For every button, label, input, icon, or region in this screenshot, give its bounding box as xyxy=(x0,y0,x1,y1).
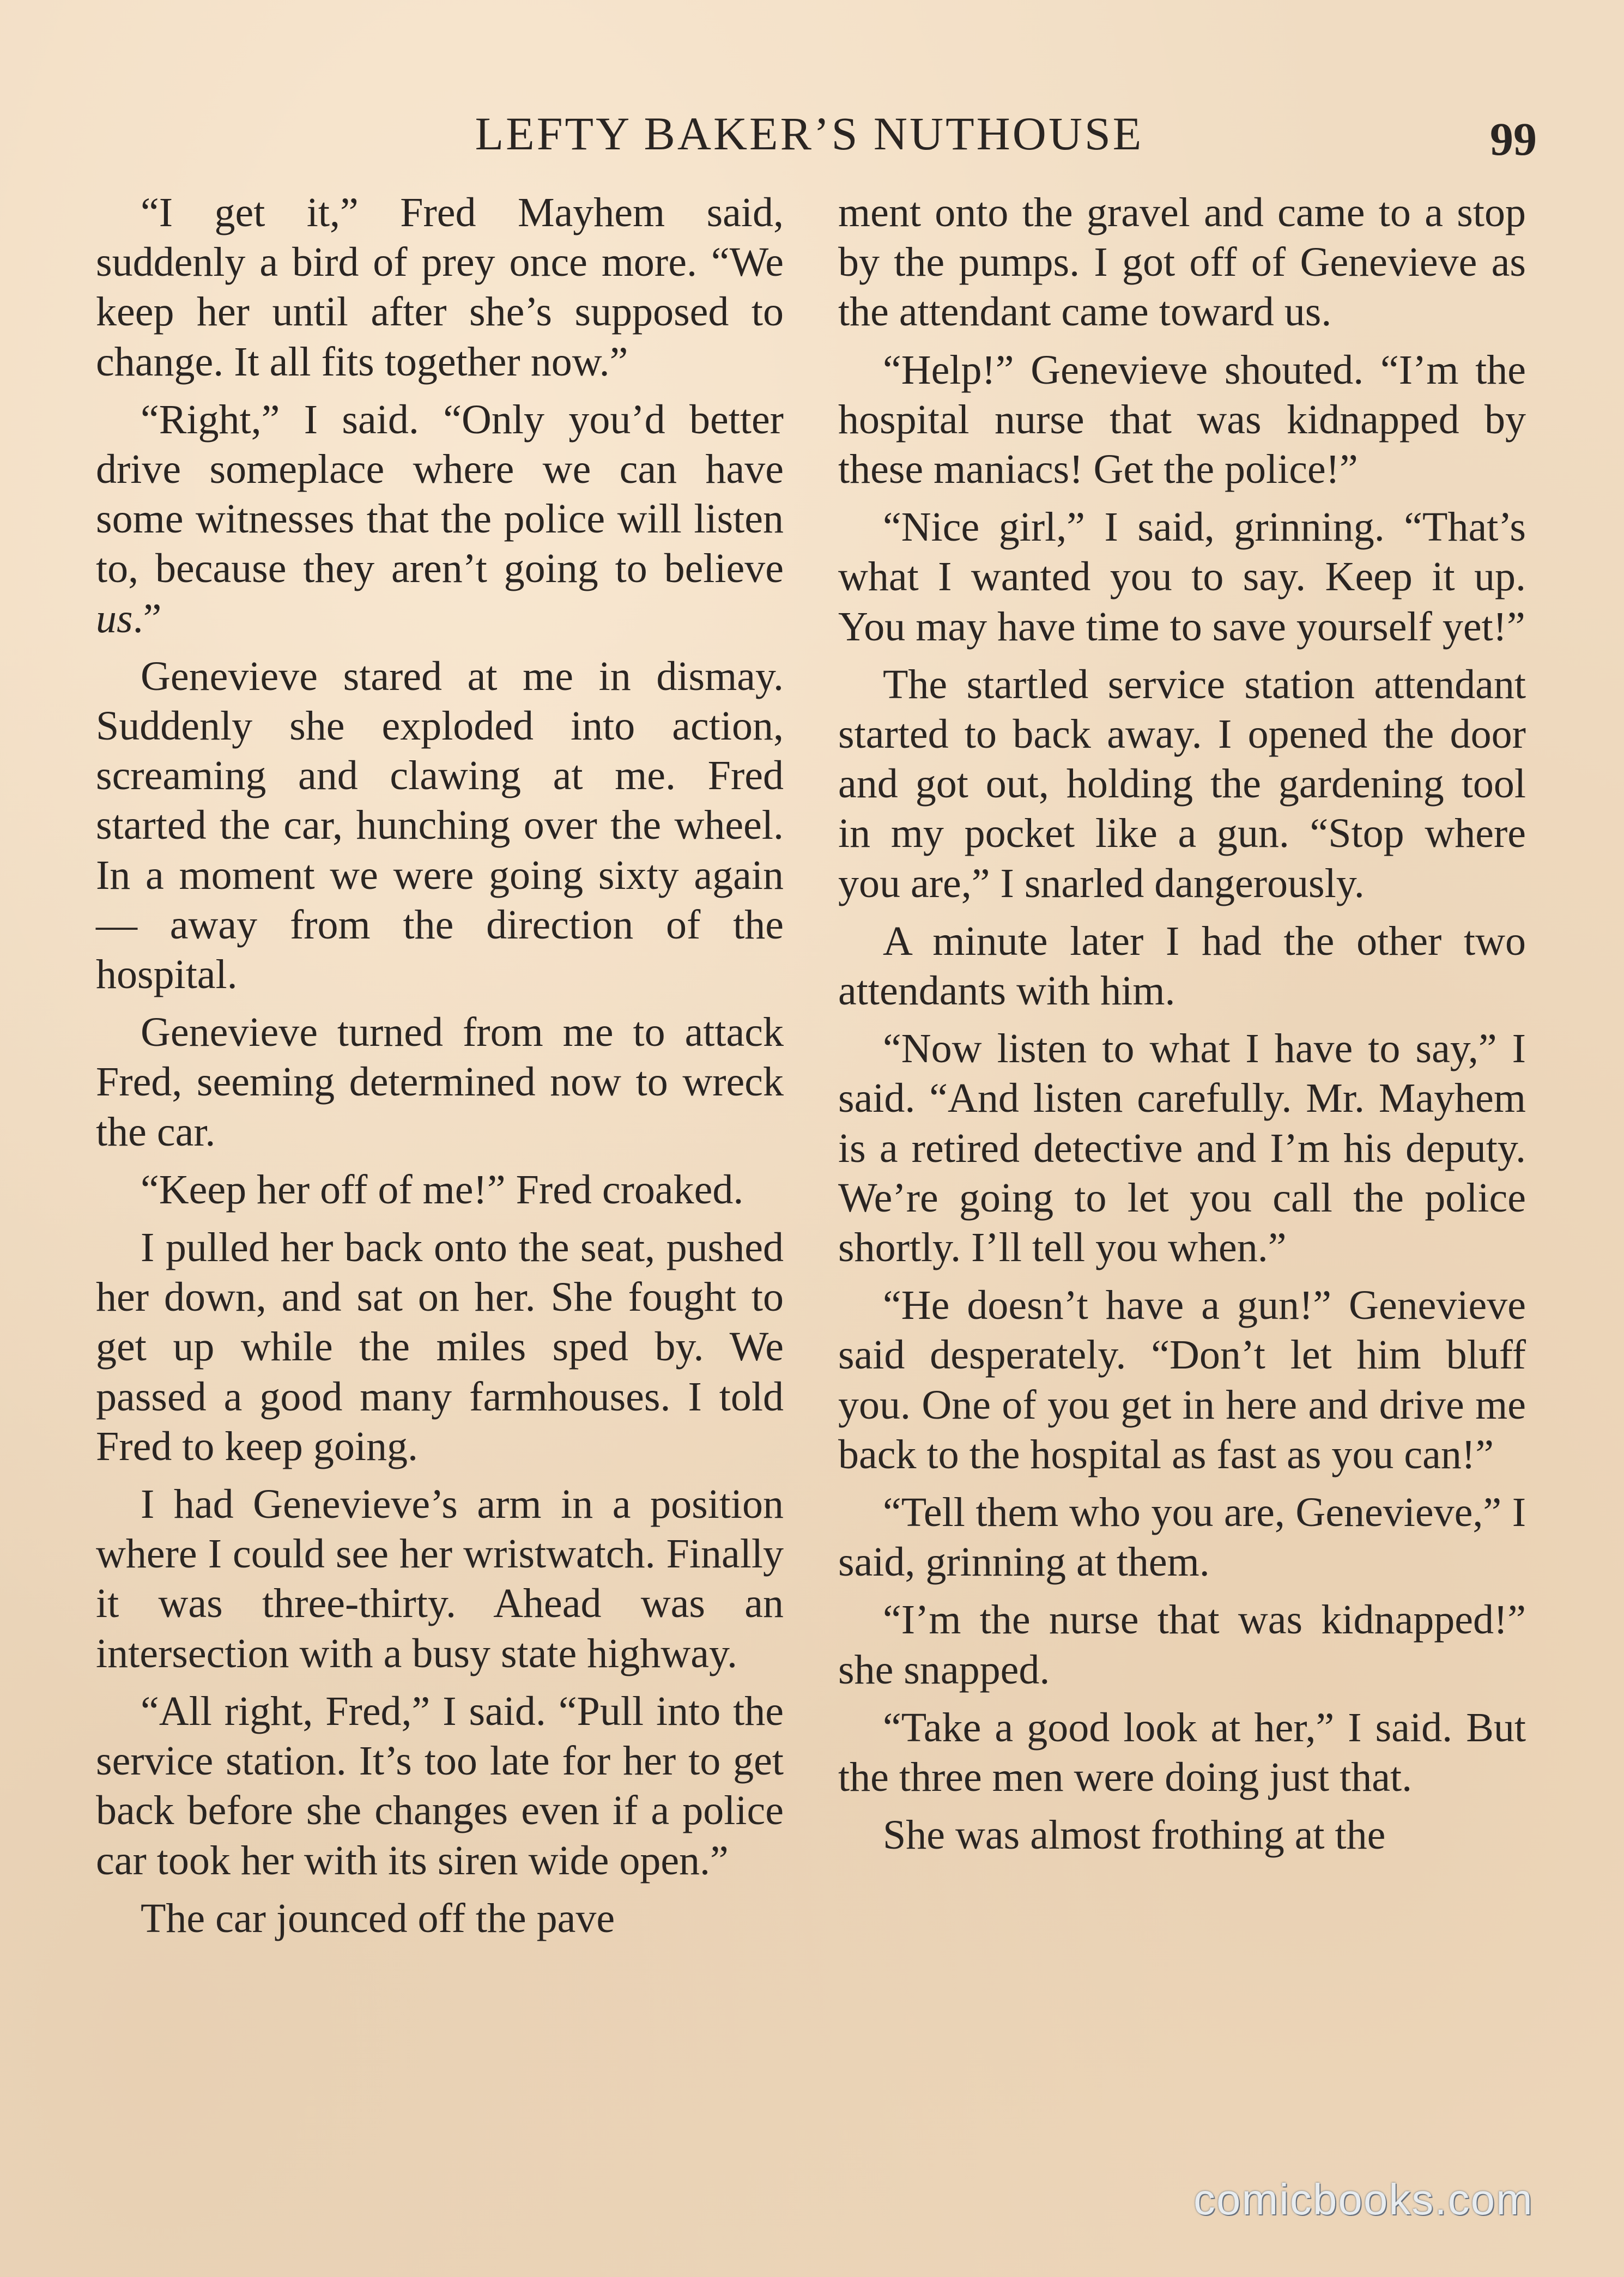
paragraph-text: “Right,” I said. “Only you’d better drive someplace where we can have some witnesses that the police will listen to, because they aren’t going to believe xyxy=(96,396,784,592)
paragraph: Genevieve stared at me in dismay. Suddenly she exploded into action, screaming and clawing at me. Fred started the car, hunching over the wheel. In a moment we were going sixty again — away from the direction of the hospital. xyxy=(96,653,784,998)
running-head: LEFTY BAKER’S NUTHOUSE xyxy=(475,107,1144,160)
paragraph: She was almost frothing at the xyxy=(883,1812,1386,1858)
left-column xyxy=(96,188,784,1943)
paragraph: “Nice girl,” I said, grinning. “That’s what I wanted you to say. Keep it up. You may have time to save yourself yet!” xyxy=(838,504,1526,650)
paragraph: “I get it,” Fred Mayhem said, suddenly a bird of prey once more. “We keep her until after she’s supposed to change. It all fits together now.” xyxy=(96,190,784,385)
paragraph: “Help!” Genevieve shouted. “I’m the hospital nurse that was kidnapped by these maniacs! Get the police!” xyxy=(838,347,1526,493)
paragraph: “He doesn’t have a gun!” Genevieve said desperately. “Don’t let him bluff you. One of you get in here and drive me back to the hospital as fast as you can!” xyxy=(838,1282,1526,1477)
paragraph: “Keep her off of me!” Fred croaked. xyxy=(141,1166,744,1213)
paragraph: I had Genevieve’s arm in a position where I could see her wristwatch. Finally it was three-thirty. Ahead was an intersection with a busy state highway. xyxy=(96,1481,784,1676)
emphasized-word: us xyxy=(96,595,133,641)
paragraph: I pulled her back onto the seat, pushed her down, and sat on her. She fought to get up while the miles sped by. We passed a good many farmhouses. I told Fred to keep going. xyxy=(96,1225,784,1469)
page-header xyxy=(0,104,1624,163)
paragraph: Genevieve turned from me to attack Fred, seeming determined now to wreck the car. xyxy=(96,1009,784,1155)
paragraph: “Tell them who you are, Genevieve,” I said, grinning at them. xyxy=(838,1489,1526,1585)
paragraph-text: .” xyxy=(132,595,162,641)
paragraph: “I’m the nurse that was kidnapped!” she snapped. xyxy=(838,1597,1526,1693)
paragraph: A minute later I had the other two attendants with him. xyxy=(838,918,1526,1014)
paragraph: “Now listen to what I have to say,” I said. “And listen carefully. Mr. Mayhem is a retired detective and I’m his deputy. We’re going to let you call the police shortly. I’ll tell you when.” xyxy=(838,1026,1526,1271)
right-column xyxy=(838,188,1526,1861)
paragraph: “Take a good look at her,” I said. But the three men were doing just that. xyxy=(838,1704,1526,1801)
paragraph xyxy=(96,395,784,644)
paragraph: The startled service station attendant started to back away. I opened the door and got out, holding the gardening tool in my pocket like a gun. “Stop where you are,” I snarled dangerously. xyxy=(838,661,1526,906)
paragraph: The car jounced off the pave xyxy=(141,1895,615,1941)
paragraph: ment onto the gravel and came to a stop by the pumps. I got off of Genevieve as the attendant came toward us. xyxy=(838,190,1526,335)
paragraph: “All right, Fred,” I said. “Pull into the service station. It’s too late for her to get back before she changes even if a police car took her with its siren wide open.” xyxy=(96,1688,784,1884)
site-watermark: comicbooks.com xyxy=(1193,2175,1534,2224)
page-number: 99 xyxy=(1490,113,1537,165)
